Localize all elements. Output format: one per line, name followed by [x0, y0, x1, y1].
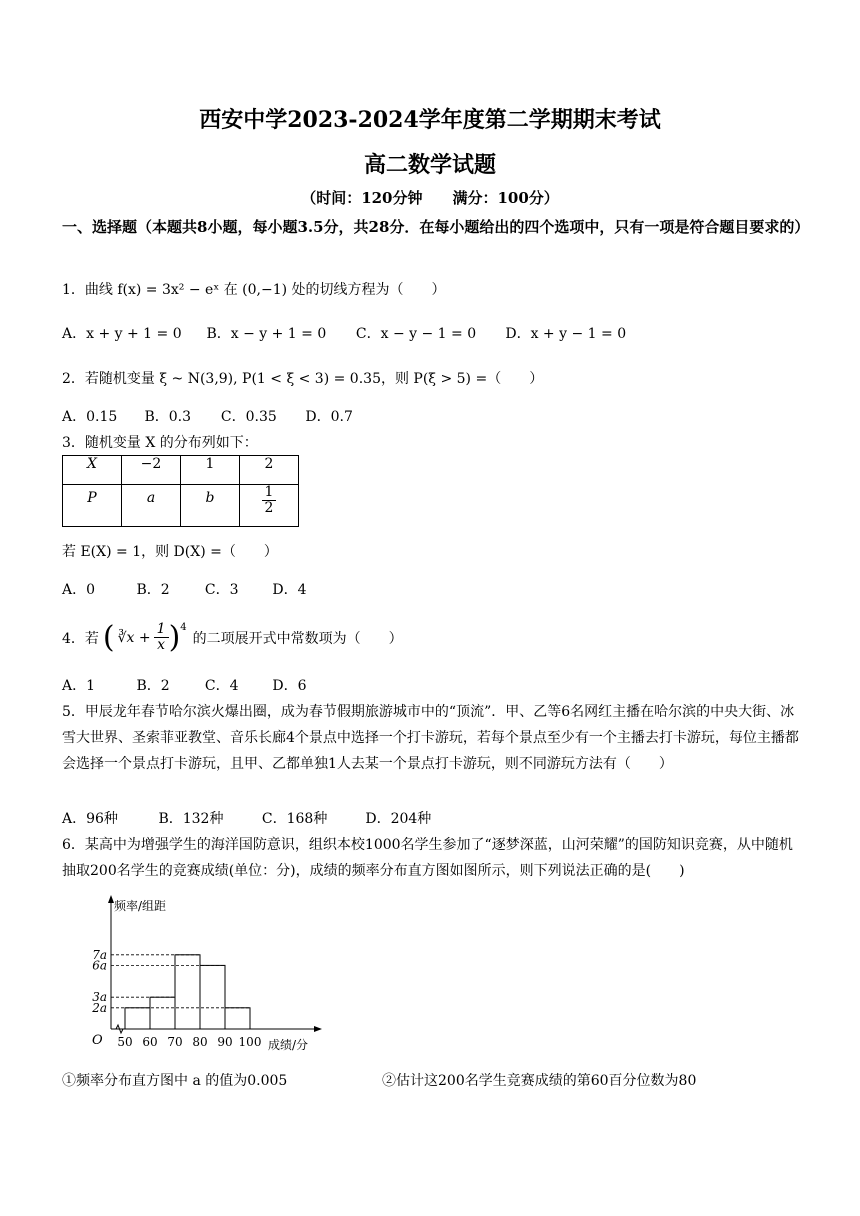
- x-tick-label: 60: [142, 1035, 158, 1049]
- q5-option-a: A．96种: [62, 811, 118, 827]
- q3-option-d: D．4: [272, 582, 307, 598]
- q5-option-d: D．204种: [365, 811, 432, 827]
- question-6-text: 6．某高中为增强学生的海洋国防意识，组织本校1000名学生参加了“逐梦深蓝，山河荣耀”的国防知识竞赛，从中随机抽取200名学生的竞赛成绩(单位：分)，成绩的频率分布直方图如图所示，则下列说法正确的是( ): [62, 837, 793, 879]
- table-header-2: 2: [240, 456, 299, 485]
- q3-option-b: B．2: [136, 582, 170, 598]
- question-4-options: [62, 675, 307, 695]
- q2-option-b: B．0.3: [144, 409, 192, 425]
- question-3-condition: 若 E(X) = 1，则 D(X) =（ ）: [62, 544, 278, 560]
- q1-option-c: C．x − y − 1 = 0: [355, 326, 477, 342]
- x-tick-label: 70: [167, 1035, 183, 1049]
- table-cell-a: a: [122, 485, 181, 527]
- x-tick-label: 100: [238, 1035, 262, 1049]
- table-header-x: X: [63, 456, 122, 485]
- y-tick-label: 7a: [92, 947, 107, 962]
- cube-root-term: ∛x +: [117, 629, 151, 646]
- histogram-bar: [175, 955, 200, 1029]
- q5-option-c: C．168种: [261, 811, 328, 827]
- x-axis-arrow: [314, 1026, 322, 1032]
- table-cell-b: b: [181, 485, 240, 527]
- origin-label: O: [92, 1033, 103, 1048]
- q3-option-c: C．3: [204, 582, 239, 598]
- histogram-bar: [125, 1008, 150, 1029]
- histogram-bar: [200, 965, 225, 1029]
- q2-option-a: A．0.15: [62, 409, 118, 425]
- x-tick-label: 50: [117, 1035, 133, 1049]
- table-cell-p: P: [63, 485, 122, 527]
- statement-2: ②估计这200名学生竞赛成绩的第60百分位数为80: [382, 1073, 697, 1089]
- q1-option-a: A．x + y + 1 = 0: [62, 326, 182, 342]
- histogram-bar: [150, 997, 175, 1029]
- fraction-one-half: $\frac{1}{2}$: [262, 485, 277, 517]
- x-tick-label: 90: [217, 1035, 233, 1049]
- y-tick-label: 6a: [92, 958, 107, 973]
- section-heading: 一、选择题（本题共8小题，每小题3.5分，共28分．在每小题给出的四个选项中，只有一项是符合题目要求的）: [62, 218, 810, 236]
- q2-option-d: D．0.7: [305, 409, 353, 425]
- question-2-options: [62, 406, 353, 426]
- distribution-table: [62, 455, 299, 527]
- histogram-bar: [225, 1008, 250, 1029]
- exam-meta: （时间：120分钟 满分：100分）: [301, 189, 559, 207]
- y-axis-label: 频率/组距: [114, 899, 167, 913]
- q2-option-c: C．0.35: [220, 409, 277, 425]
- question-5-options: [62, 808, 431, 828]
- fraction-one-over-x: $\frac{1}{x}$: [154, 622, 169, 654]
- table-header-1: 1: [181, 456, 240, 485]
- question-3-stem: 3．随机变量 X 的分布列如下：: [62, 435, 258, 451]
- question-2-stem: 2．若随机变量 ξ ~ N(3,9), P(1 < ξ < 3) = 0.35，则 P(ξ > 5) =（ ）: [62, 371, 544, 387]
- question-4-stem: 4．若 ( ∛x + $\frac{1}{x}$ ) 4 的二项展开式中常数项为（ ）: [62, 620, 403, 655]
- statement-1: ①频率分布直方图中 a 的值为0.005: [62, 1073, 288, 1089]
- q4-option-d: D．6: [272, 678, 307, 694]
- q4-option-c: C．4: [204, 678, 239, 694]
- question-5-text: 5．甲辰龙年春节哈尔滨火爆出圈，成为春节假期旅游城市中的“顶流”．甲、乙等6名网红主播在哈尔滨的中央大街、冰雪大世界、圣索菲亚教堂、音乐长廊4个景点中选择一个打卡游玩，若每个景点至少有一个主播去打卡游玩，每位主播都会选择一个景点打卡游玩，且甲、乙都单独1人去某一个景点打卡游玩，则不同游玩方法有（ ）: [62, 704, 799, 772]
- table-cell-half: [240, 485, 299, 527]
- q1-option-b: B．x − y + 1 = 0: [206, 326, 327, 342]
- question-3-options: [62, 579, 307, 599]
- q4-option-b: B．2: [136, 678, 170, 694]
- table-header-neg2: −2: [122, 456, 181, 485]
- x-axis-label: 成绩/分: [268, 1038, 309, 1052]
- x-tick-label: 80: [192, 1035, 208, 1049]
- question-1-stem: 1．曲线 f(x) = 3x² − eˣ 在 (0,−1) 处的切线方程为（ ）: [62, 282, 446, 298]
- q3-option-a: A．0: [62, 582, 96, 598]
- y-tick-label: 3a: [92, 990, 107, 1005]
- y-tick-label: 2a: [92, 1000, 107, 1015]
- frequency-histogram: [78, 893, 338, 1055]
- exponent: 4: [180, 622, 187, 633]
- q1-option-d: D．x + y − 1 = 0: [505, 326, 627, 342]
- q5-option-b: B．132种: [158, 811, 224, 827]
- question-1-options: [62, 323, 626, 343]
- paper-subtitle: 高二数学试题: [363, 152, 496, 178]
- exam-title: 西安中学2023-2024学年度第二学期期末考试: [199, 107, 661, 133]
- q4-option-a: A．1: [62, 678, 96, 694]
